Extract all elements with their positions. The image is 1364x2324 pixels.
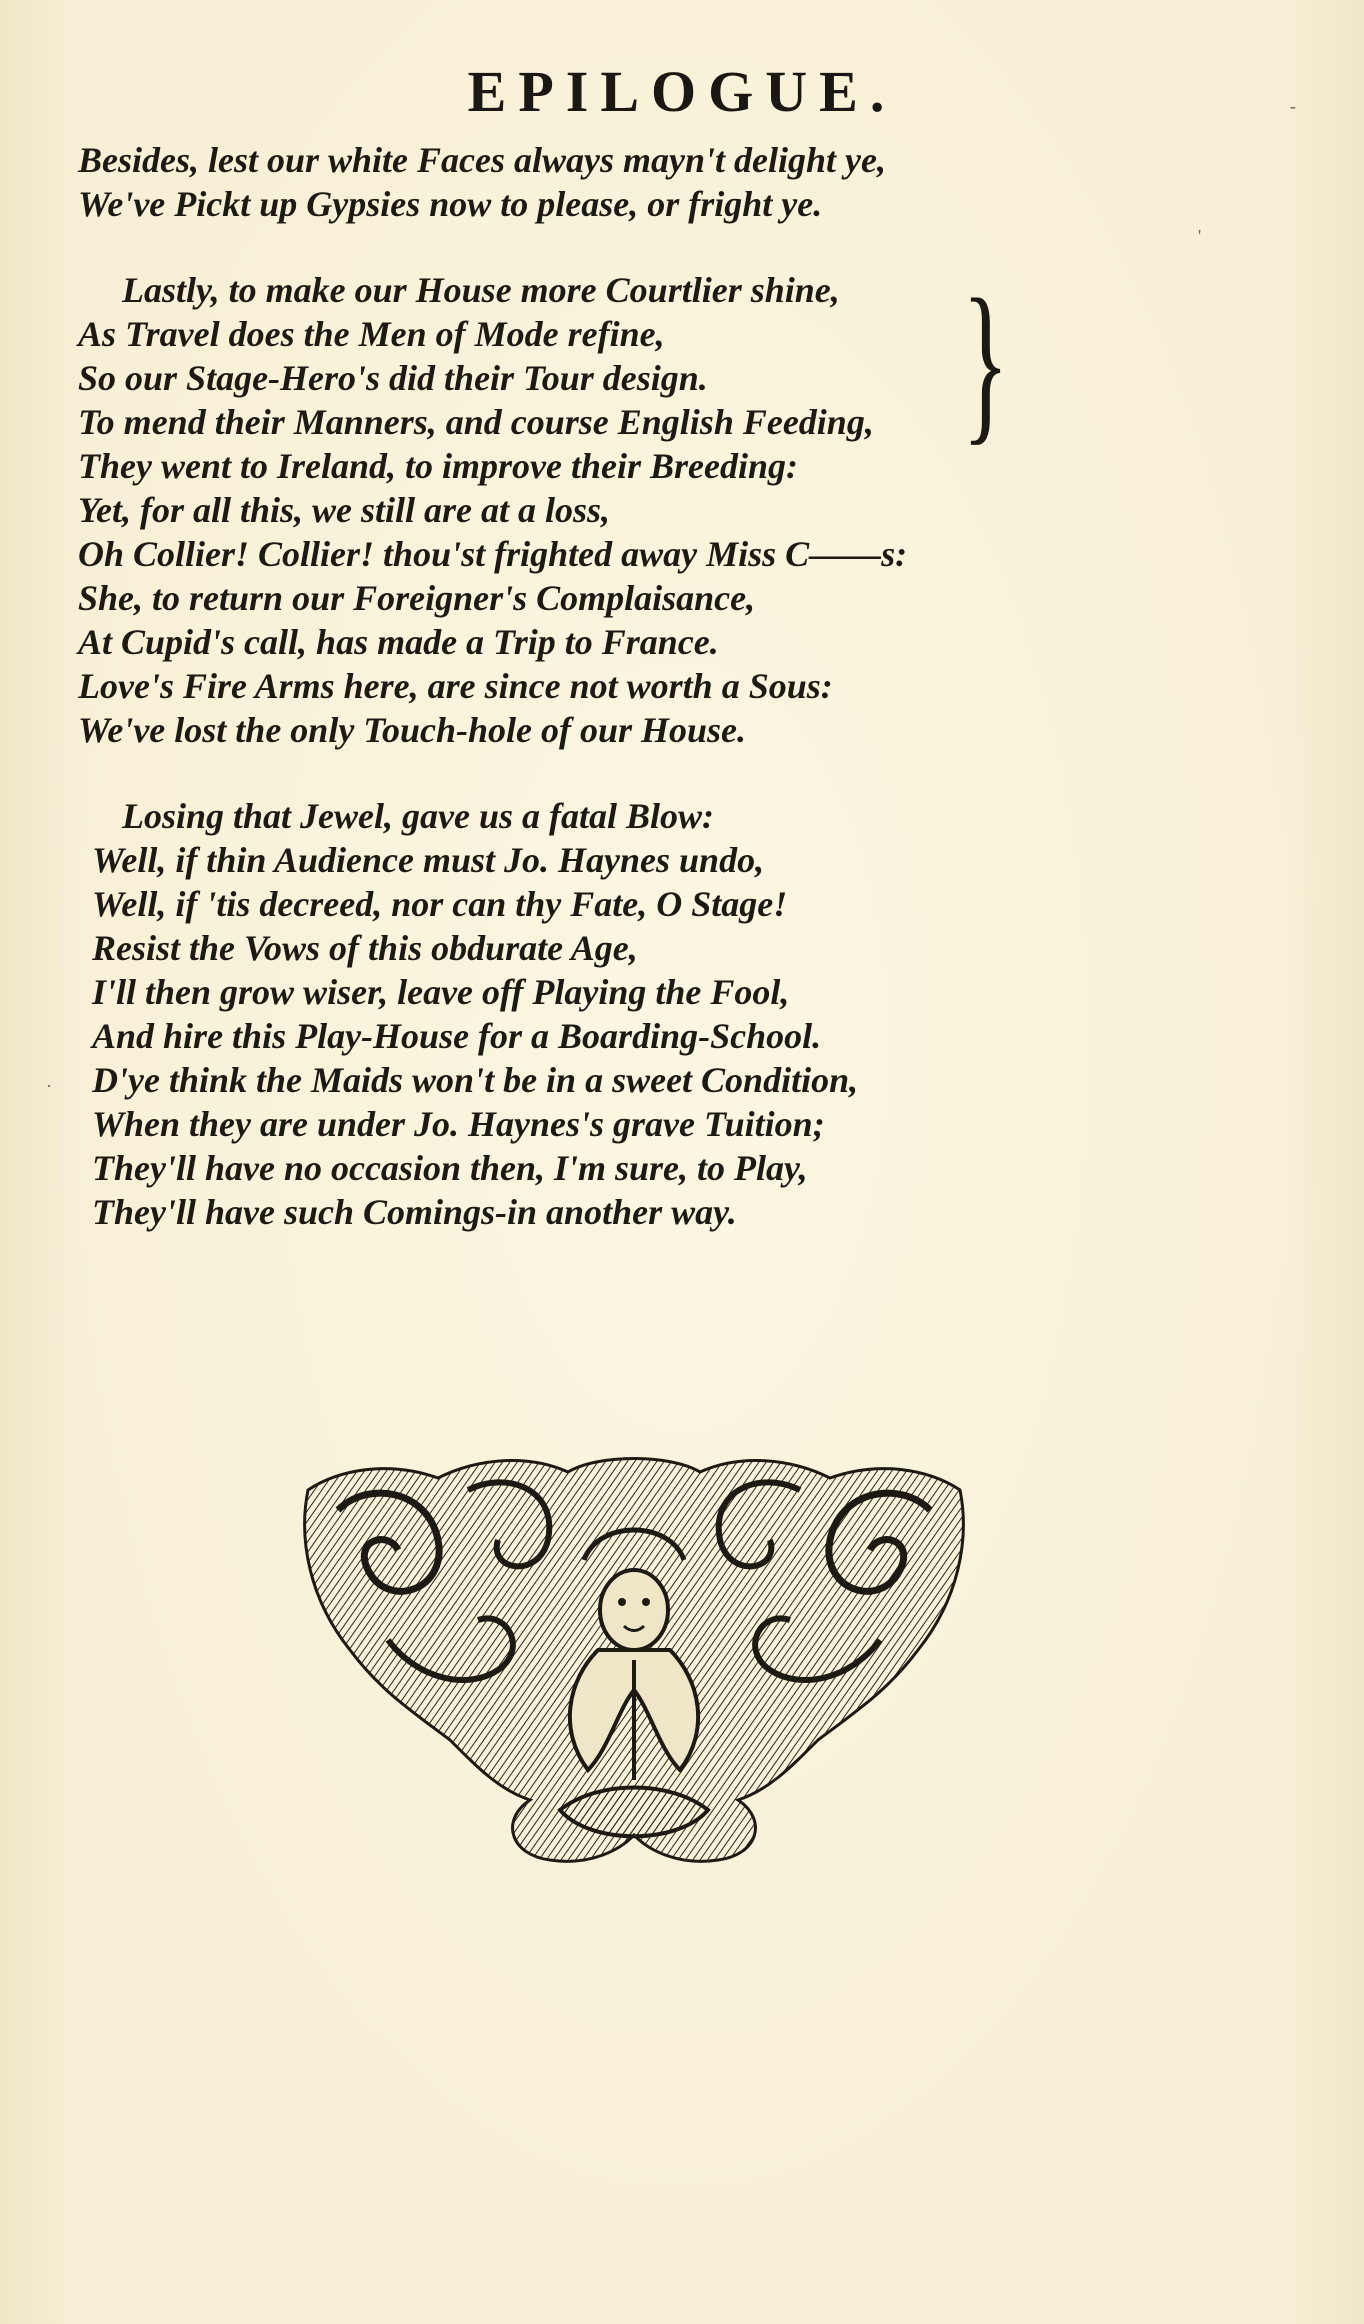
verse-line: Losing that Jewel, gave us a fatal Blow: bbox=[122, 796, 715, 836]
stanza-3 bbox=[78, 794, 1078, 1234]
verse-line: When they are under Jo. Haynes's grave Tuition; bbox=[92, 1104, 825, 1144]
verse-line: Well, if thin Audience must Jo. Haynes undo, bbox=[92, 840, 765, 880]
page-speck: - bbox=[1290, 96, 1296, 116]
page-title: EPILOGUE. bbox=[467, 59, 897, 124]
verse-line: She, to return our Foreigner's Complaisance, bbox=[78, 578, 756, 618]
verse-line: Yet, for all this, we still are at a loss, bbox=[78, 490, 611, 530]
verse-line: To mend their Manners, and course English Feeding, bbox=[78, 402, 874, 442]
page-speck: ' bbox=[1198, 226, 1202, 246]
stanza-2 bbox=[78, 262, 1078, 752]
triplet-brace: } bbox=[962, 262, 1009, 460]
verse-line: Resist the Vows of this obdurate Age, bbox=[92, 928, 638, 968]
verse-line: Lastly, to make our House more Courtlier shine, bbox=[122, 270, 840, 310]
verse-line: We've Pickt up Gypsies now to please, or fright ye. bbox=[78, 184, 823, 224]
floral-tailpiece-ornament-icon bbox=[298, 1450, 970, 1866]
verse-line: Oh Collier! Collier! thou'st frighted away Miss C——s: bbox=[78, 534, 908, 574]
verse-line: Besides, lest our white Faces always mayn't delight ye, bbox=[78, 140, 886, 180]
verse-line: I'll then grow wiser, leave off Playing the Fool, bbox=[92, 972, 790, 1012]
verse-line: At Cupid's call, has made a Trip to France. bbox=[78, 622, 719, 662]
verse-line: They'll have such Comings-in another way. bbox=[92, 1192, 737, 1232]
stanza-1 bbox=[78, 138, 1078, 226]
verse-line: So our Stage-Hero's did their Tour design. bbox=[78, 358, 708, 398]
verse-line: Well, if 'tis decreed, nor can thy Fate, O Stage! bbox=[92, 884, 788, 924]
verse-line: They went to Ireland, to improve their Breeding: bbox=[78, 446, 798, 486]
verse-line: As Travel does the Men of Mode refine, bbox=[78, 314, 665, 354]
verse-line: Love's Fire Arms here, are since not worth a Sous: bbox=[78, 666, 833, 706]
verse-line: We've lost the only Touch-hole of our House. bbox=[78, 710, 747, 750]
verse-line: D'ye think the Maids won't be in a sweet Condition, bbox=[92, 1060, 859, 1100]
verse-line: They'll have no occasion then, I'm sure, to Play, bbox=[92, 1148, 808, 1188]
page-speck: · bbox=[46, 1076, 52, 1096]
verse-line: And hire this Play-House for a Boarding-School. bbox=[92, 1016, 822, 1056]
